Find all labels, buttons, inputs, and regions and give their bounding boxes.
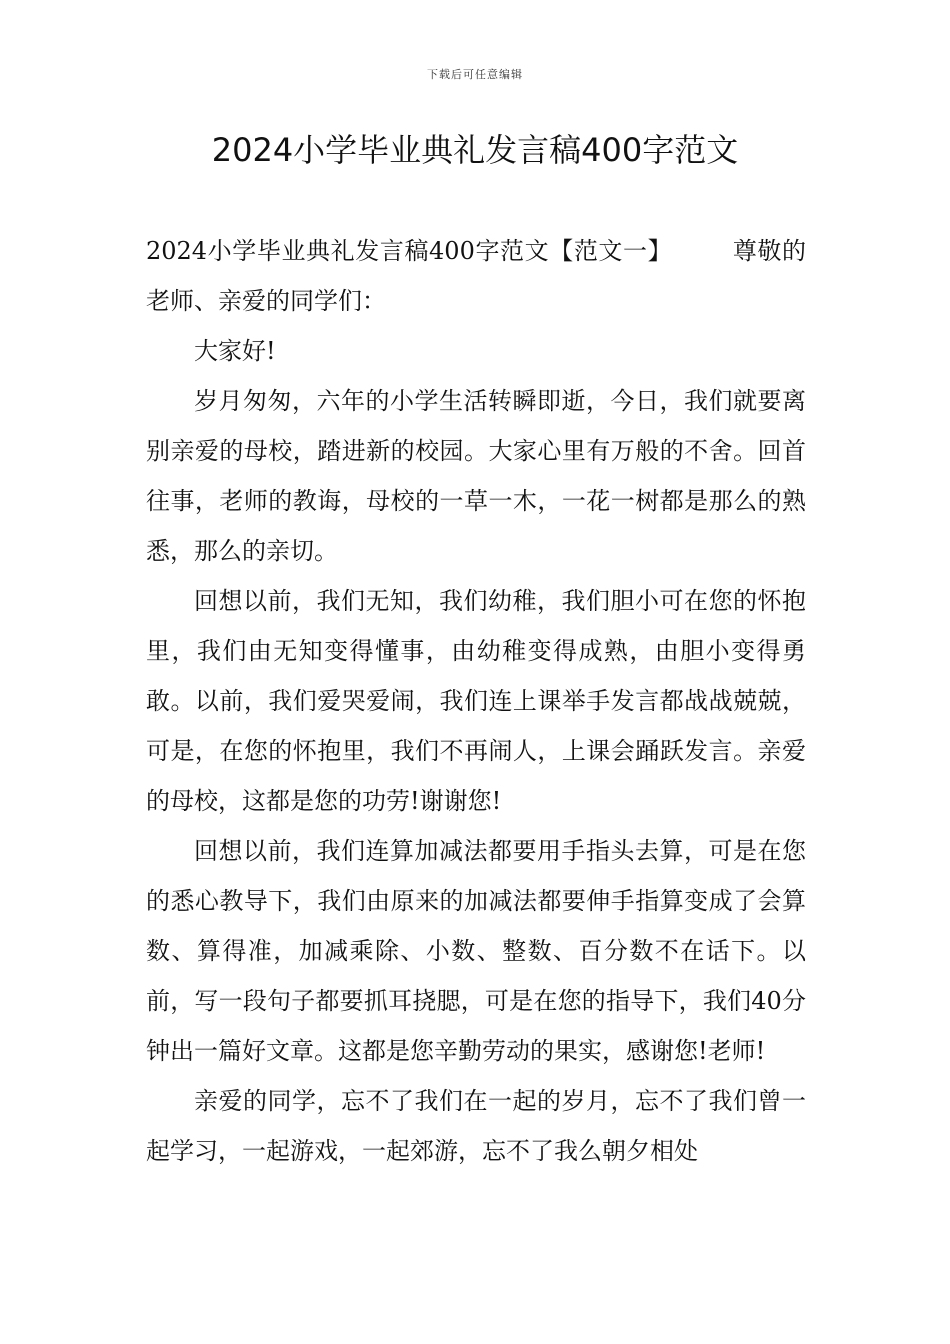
lead-heading: 2024小学毕业典礼发言稿400字范文【范文一】 <box>146 237 673 265</box>
lead-salutation: 尊敬的老师、亲爱的同学们： <box>146 237 807 315</box>
paragraph-4: 亲爱的同学，忘不了我们在一起的岁月，忘不了我们曾一起学习，一起游戏，一起郊游，忘不了我么朝夕相处 <box>146 1087 806 1165</box>
header-note: 下载后可任意编辑 <box>427 68 523 81</box>
paragraph-3: 回想以前，我们连算加减法都要用手指头去算，可是在您的悉心教导下，我们由原来的加减法都要伸手指算变成了会算数、算得准，加减乘除、小数、整数、百分数不在话下。以前，写一段句子都要抓耳挠腮，可是在您的指导下，我们40分钟出一篇好文章。这都是您辛勤劳动的果实，感谢您!老师! <box>146 837 806 1065</box>
paragraph-1: 岁月匆匆，六年的小学生活转瞬即逝，今日，我们就要离别亲爱的母校，踏进新的校园。大家心里有万般的不舍。回首往事，老师的教诲，母校的一草一木，一花一树都是那么的熟悉，那么的亲切。 <box>146 387 806 565</box>
document-title: 2024小学毕业典礼发言稿400字范文 <box>211 131 739 169</box>
paragraph-greeting: 大家好! <box>194 337 276 365</box>
document-body <box>146 226 806 1176</box>
lead-paragraph <box>146 226 806 326</box>
paragraph-2: 回想以前，我们无知，我们幼稚，我们胆小可在您的怀抱里，我们由无知变得懂事，由幼稚变得成熟，由胆小变得勇敢。以前，我们爱哭爱闹，我们连上课举手发言都战战兢兢，可是，在您的怀抱里，我们不再闹人，上课会踊跃发言。亲爱的母校，这都是您的功劳!谢谢您! <box>146 587 806 815</box>
